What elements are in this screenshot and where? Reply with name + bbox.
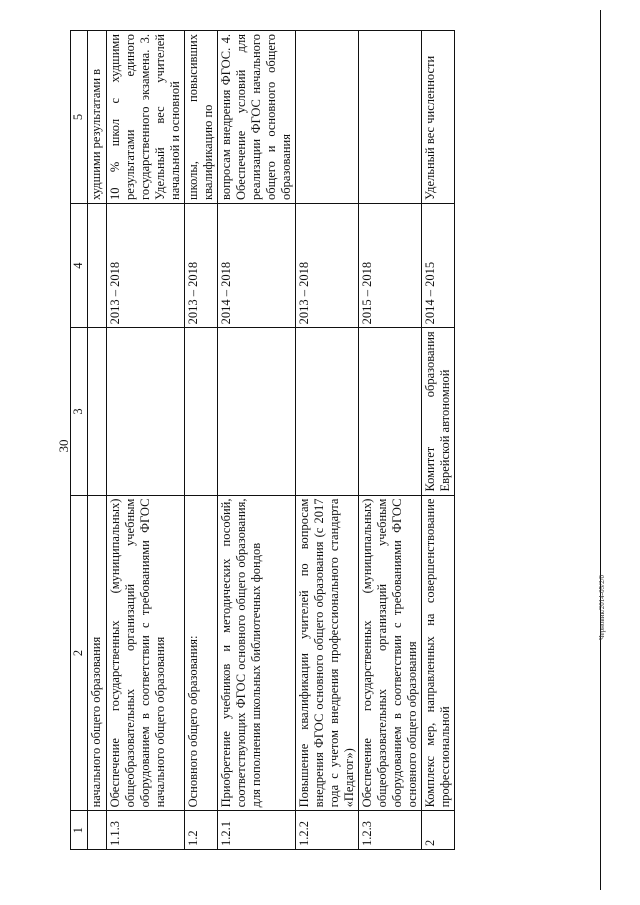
activity-cell: Повышение квалификации учителей по вопросам внедрения ФГОС основного общего образования (с 2017 года с учетом внедрения профессионального стандарта «Педагог») <box>296 495 359 811</box>
period-cell: 2013 – 2018 <box>107 203 185 327</box>
footer-text: Черновик/2014-05/2/0 <box>598 574 606 640</box>
period-cell: 2014 – 2018 <box>218 203 296 327</box>
indicator-cell: Удельный вес численности <box>422 31 455 204</box>
table-row <box>359 31 422 850</box>
indicator-cell: школы, повысивших квалификацию по <box>185 31 218 204</box>
activity-cell: Обеспечение государственных (муниципальных) общеобразовательных организаций учебным оборудованием в соответствии с требованиями ФГОС основного общего образования <box>359 495 422 811</box>
period-cell: 2015 – 2018 <box>359 203 422 327</box>
activity-cell: начального общего образования <box>88 495 107 811</box>
period-cell: 2013 – 2018 <box>185 203 218 327</box>
table-row <box>296 31 359 850</box>
period-cell: 2013 – 2018 <box>296 203 359 327</box>
activity-cell: Приобретение учебников и методических пособий, соответствующих ФГОС основного общего образования, для пополнения школьных библиотечных фондов <box>218 495 296 811</box>
executor-cell: Комитет образования Еврейской автономной <box>422 328 455 495</box>
activity-cell: Комплекс мер, направленных на совершенствование профессиональной <box>422 495 455 811</box>
indicator-cell <box>359 31 422 204</box>
executor-cell <box>88 328 107 495</box>
row-number: 1.2.3 <box>359 811 422 850</box>
table-row <box>422 31 455 850</box>
period-cell <box>88 203 107 327</box>
row-number: 1.1.3 <box>107 811 185 850</box>
rotated-table-container <box>70 30 590 850</box>
table-row <box>88 31 107 850</box>
executor-cell <box>359 328 422 495</box>
executor-cell <box>185 328 218 495</box>
header-cell: 5 <box>71 31 88 204</box>
executor-cell <box>218 328 296 495</box>
row-number: 1.2.2 <box>296 811 359 850</box>
page-number: 30 <box>56 439 71 453</box>
table-row <box>185 31 218 850</box>
header-row <box>71 31 88 850</box>
indicator-cell <box>296 31 359 204</box>
header-cell: 4 <box>71 203 88 327</box>
activity-cell: Основного общего образования: <box>185 495 218 811</box>
activity-cell: Обеспечение государственных (муниципальных) общеобразовательных организаций учебным оборудованием в соответствии с требованиями ФГОС начального общего образования <box>107 495 185 811</box>
row-number: 1.2 <box>185 811 218 850</box>
header-cell: 3 <box>71 328 88 495</box>
executor-cell <box>107 328 185 495</box>
indicator-cell: худшими результатами в <box>88 31 107 204</box>
executor-cell <box>296 328 359 495</box>
row-number: 1.2.1 <box>218 811 296 850</box>
period-cell: 2014 – 2015 <box>422 203 455 327</box>
table-row <box>218 31 296 850</box>
program-table <box>70 30 455 850</box>
table-row <box>107 31 185 850</box>
indicator-cell: 10 % школ с худшими результатами единого государственного экзамена. 3. Удельный вес учителей начальной и основной <box>107 31 185 204</box>
row-number <box>88 811 107 850</box>
header-cell: 1 <box>71 811 88 850</box>
header-cell: 2 <box>71 495 88 811</box>
margin-line <box>600 10 601 890</box>
indicator-cell: вопросам внедрения ФГОС. 4. Обеспечение условий для реализации ФГОС начального общего и основного общего образования <box>218 31 296 204</box>
row-number: 2 <box>422 811 455 850</box>
